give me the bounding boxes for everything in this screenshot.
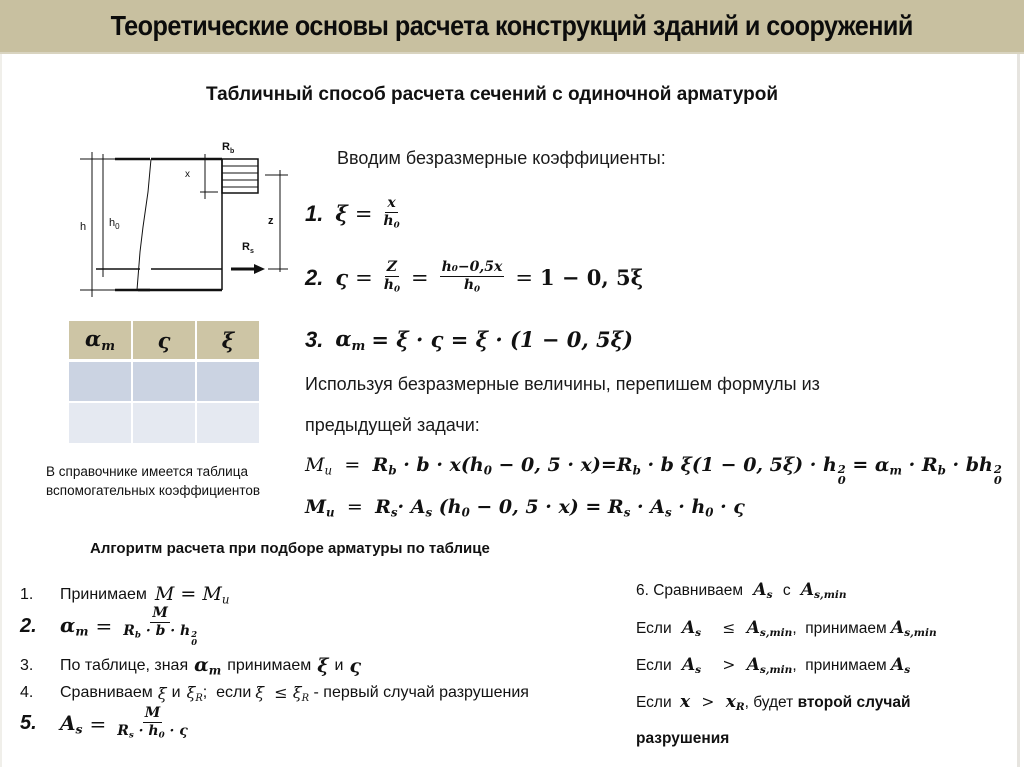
step-math: $\xi \le \xi_R$ [255, 683, 310, 704]
fraction [117, 706, 188, 742]
step-text: Если [636, 657, 672, 674]
emphasis-text: разрушения [636, 730, 730, 747]
equals-sign: = [515, 265, 533, 290]
step-number: 5. [20, 712, 37, 735]
table-cell [69, 403, 131, 443]
step-text: ; если [202, 684, 252, 702]
step-text: с [782, 582, 791, 599]
step-math: $A_s$ [681, 655, 702, 677]
table-cell [133, 403, 195, 443]
diagram-label-x: x [185, 169, 190, 180]
formula-rhs: = ξ · ς = ξ · (1 − 0, 5ξ) [371, 327, 633, 353]
step-text: Если [636, 694, 672, 711]
formula-lhs: ς [335, 265, 349, 291]
formula-xi [305, 196, 404, 232]
step-math: $M = M_u$ [154, 583, 230, 607]
eq-term: $M_u$ [305, 454, 333, 478]
formula-number: 2. [305, 264, 324, 290]
table-row [69, 362, 259, 403]
equals-sign: = [346, 496, 363, 518]
table-note-line: В справочнике имеется таблица [46, 464, 248, 479]
intro-text: Вводим безразмерные коэффициенты: [337, 148, 666, 168]
operator: > [722, 656, 736, 674]
table-cell [197, 403, 259, 443]
algorithm-step-5 [20, 706, 192, 742]
algorithm-step-1 [20, 583, 229, 607]
step-text: , будет [744, 694, 794, 711]
step-text: , принимаем [792, 657, 887, 674]
step-math: $x_R$ [725, 692, 745, 714]
step-number: 1. [20, 585, 34, 603]
denominator: $R_b \cdot b \cdot h$ 2 0 [123, 623, 198, 648]
slide-title: Теоретические основы расчета конструкций зданий и сооружений [110, 10, 914, 41]
denominator: $h_0$ [383, 277, 400, 295]
eq-term: $R_s\cdot A_s$ ($h_0 - 0$, $5 \cdot x) = R_s \cdot A_s \cdot h_0 \cdot \varsigma$ [375, 496, 745, 520]
diagram-label-rb: $R_b$ [222, 141, 235, 155]
step-math: $\xi_R$ [186, 683, 203, 704]
table-header-alpha-m: $\alpha_m$ [69, 321, 131, 362]
step-math: ξ [317, 654, 329, 677]
operator: ≤ [722, 619, 736, 637]
step-math: x [679, 692, 691, 712]
diagram-label-rs: $R_s$ [242, 241, 254, 255]
step-math: ξ [157, 683, 167, 703]
equals-sign: = [411, 265, 429, 290]
step-number: 3. [20, 656, 34, 674]
condition-continuation [636, 730, 729, 748]
step-text: Если [636, 620, 672, 637]
title-bar [0, 0, 1024, 54]
step-math: $A_s$ [891, 655, 911, 677]
table-note-line: вспомогательных коэффициентов [46, 483, 261, 498]
table-cell [133, 362, 195, 403]
numerator: M [150, 606, 170, 623]
equals-sign: = [355, 265, 373, 290]
step-text: 6. Сравниваем [636, 582, 744, 599]
numerator: h₀−0,5x [440, 260, 505, 277]
step-text: и [171, 684, 181, 702]
rewrite-text-line1: Используя безразмерные величины, перепишем формулы из [305, 374, 820, 394]
numerator: M [143, 706, 163, 723]
formula-lhs: ξ [335, 201, 348, 227]
step-math: $A_s$ [753, 580, 773, 602]
diagram-label-h0: $h_0$ [109, 217, 120, 231]
algorithm-title: Алгоритм расчета при подборе арматуры по таблице [90, 540, 490, 557]
equals-sign: = [89, 711, 107, 736]
step-text: принимаем [227, 656, 312, 674]
algorithm-step-3 [20, 654, 361, 678]
step-number: 4. [20, 684, 34, 702]
rewrite-text-line2: предыдущей задачи: [305, 415, 480, 435]
step-text: - первый случай разрушения [309, 684, 529, 702]
step-text: По таблице, зная [60, 656, 189, 674]
numerator: x [385, 196, 397, 213]
step-text: и [334, 656, 344, 674]
eq-term: $R_b \cdot b \cdot x(h_0 - 0$, $5 \cdot x)=R_b \cdot b$ ξ(1 − 0, 5ξ) · h 2 0 = $\alpha_m \cdot R_b$ · bh 2 0 [372, 454, 1002, 488]
fraction [123, 606, 197, 646]
table-note [46, 462, 260, 500]
diagram-label-z: z [268, 215, 274, 227]
step-math: $A_{s,min}$ [746, 618, 793, 640]
equals-sign: = [344, 454, 361, 476]
algorithm-step-6 [636, 580, 847, 601]
section-subtitle: Табличный способ расчета сечений с одиночной арматурой [205, 84, 778, 105]
step-math: $A_{s,min}$ [891, 618, 937, 640]
step-text: Сравниваем [60, 684, 153, 702]
step-math: $A_{s,min}$ [746, 655, 793, 677]
condition-x-gt-xr [636, 692, 911, 713]
operator: > [701, 693, 715, 711]
denominator: $h_0$ [383, 213, 400, 231]
table-row [69, 403, 259, 443]
fraction [440, 260, 505, 296]
emphasis-text: второй случай [797, 694, 911, 711]
condition-le [636, 618, 937, 639]
fraction [383, 196, 399, 232]
step-text: Принимаем [60, 585, 147, 603]
numerator: Z [385, 260, 399, 277]
step-math: $A_{s,min}$ [800, 580, 847, 602]
moment-equation-2 [305, 496, 745, 520]
table-cell [197, 362, 259, 403]
formula-zeta [305, 260, 643, 296]
table-header-xi: ξ [197, 321, 259, 362]
fraction [384, 260, 400, 296]
formula-number: 1. [305, 200, 324, 226]
moment-equation-1 [305, 454, 1002, 486]
algorithm-step-4 [20, 683, 529, 704]
formula-number: 3. [305, 326, 324, 352]
step-text: , принимаем [792, 620, 887, 637]
denominator: $h_0$ [463, 277, 481, 295]
step-lhs: $A_s$ [60, 710, 83, 737]
step-math: ς [349, 654, 362, 677]
coefficient-table [67, 321, 261, 443]
step-math: $A_s$ [681, 618, 702, 640]
eq-term: $M_u$ [305, 496, 335, 520]
table-header-zeta: ς [133, 321, 195, 362]
denominator: $R_s \cdot h_0 \cdot \varsigma$ [117, 723, 188, 741]
step-lhs: $\alpha_m$ [60, 613, 89, 639]
equals-sign: = [354, 201, 373, 226]
algorithm-step-2 [20, 606, 201, 646]
step-math: $\alpha_m$ [194, 654, 222, 678]
beam-section-diagram [70, 132, 300, 302]
step-number: 2. [20, 614, 37, 637]
formula-alpha-m [305, 326, 633, 354]
formula-rhs: 1 − 0, 5ξ [539, 265, 644, 291]
equals-sign: = [95, 614, 113, 639]
condition-gt [636, 655, 910, 676]
diagram-label-h: h [80, 221, 87, 233]
table-cell [69, 362, 131, 403]
formula-lhs: $\alpha_m$ [335, 326, 366, 354]
